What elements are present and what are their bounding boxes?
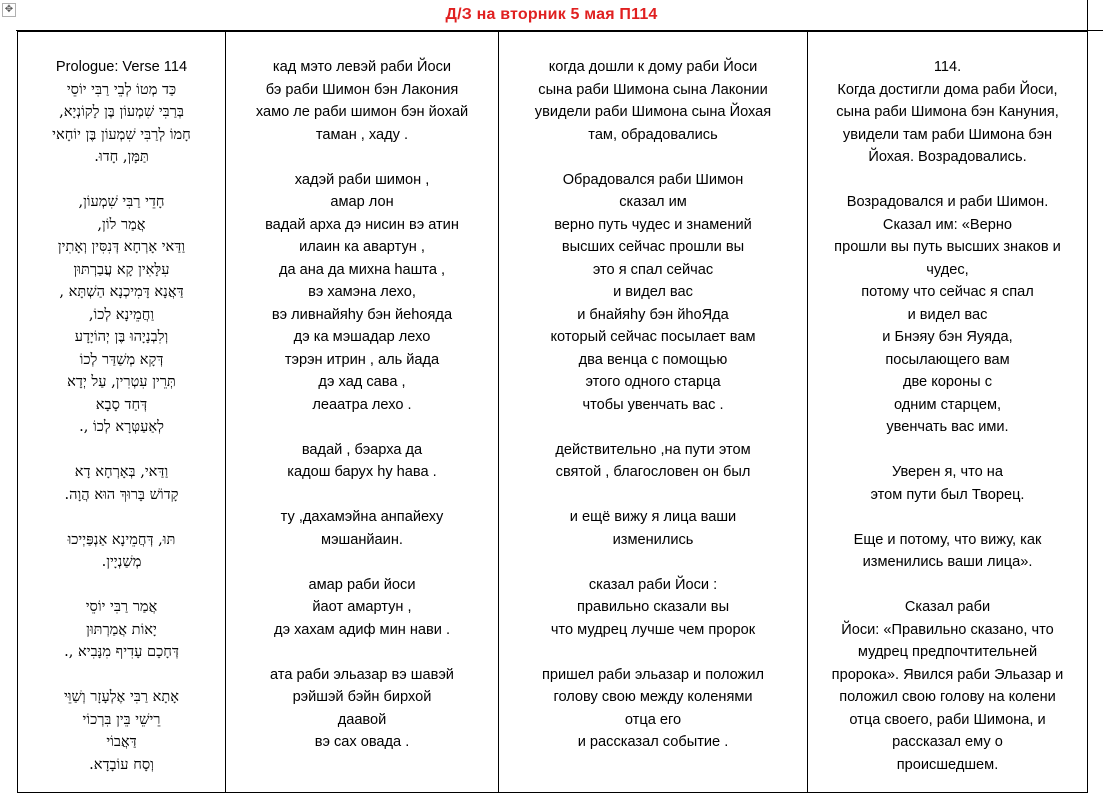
literal-line: действительно ,на пути этом — [555, 441, 751, 458]
translation-line: две короны с — [902, 374, 993, 390]
translation-column — [808, 32, 1088, 793]
aramaic-line: וַדַּאי אָרְחָא דְּנִסִּין וְאָתִין — [57, 238, 186, 255]
translation-line: Возрадовался и раби Шимон. — [846, 194, 1049, 210]
transliteration-line: бэ раби Шимон бэн Лакония — [265, 81, 459, 98]
literal-line: который сейчас посылает вам — [550, 329, 756, 345]
paragraph-gap — [230, 146, 494, 169]
transliteration-line: вадай , бэарха да — [301, 441, 423, 458]
aramaic-line: רֵישֵׁי בֵּין בִּרְכוֹי — [82, 710, 161, 728]
aramaic-line: מְשַׁנְיָין. — [101, 553, 142, 570]
aramaic-line: דְּקָא מְשַׁדַּר לְכוֹ — [79, 350, 164, 368]
transliteration-line: вэ сах овада . — [314, 734, 410, 750]
literal-line: и ещё вижу я лица ваши — [569, 509, 737, 525]
literal-translation-column — [499, 32, 808, 793]
translation-line: Сказал раби — [904, 599, 991, 615]
aramaic-line: תַּמָּן, חָדוּ. — [94, 148, 149, 165]
transliteration-line: хадэй раби шимон , — [294, 171, 430, 188]
transliteration-line: мэшанйаин. — [321, 531, 403, 548]
aramaic-line: תְּרֵין עִטְרִין, עַל יְדָא — [67, 373, 176, 390]
transliteration-line: тэрэн итрин , аль йада — [284, 351, 440, 368]
translation-line: 114. — [933, 59, 962, 75]
transliteration-line: вэ ливнайяhу бэн йеhояда — [271, 306, 453, 323]
literal-line: два венца с помощью — [578, 351, 728, 368]
paragraph-gap — [812, 574, 1083, 597]
paragraph-gap — [812, 439, 1083, 462]
translation-line: прошли вы путь высших знаков и — [834, 239, 1061, 255]
translation-line: потому что сейчас я спал — [861, 284, 1034, 300]
literal-line: это я спал сейчас — [592, 261, 714, 278]
paragraph-gap — [230, 641, 494, 664]
transliteration-line: дэ ка мэшадар лехо — [293, 329, 431, 345]
translation-line: рассказал ему о — [892, 734, 1003, 750]
aramaic-line: Prologue: Verse 114 — [55, 59, 188, 75]
literal-line: сказал раби Йоси : — [588, 576, 718, 593]
aramaic-line: דְּחַד סָבָא — [95, 395, 148, 413]
aramaic-line: קָדוֹשׁ בָּרוּךְ הוּא הֲוָה. — [64, 485, 179, 503]
literal-line: отца его — [624, 711, 682, 728]
aramaic-line: תּוּ, דְּחֲמֵינָא אַנְפַּיְיכוּ — [67, 530, 176, 548]
aramaic-line: חָמוֹ לְרַבִּי שִׁמְעוֹן בֶּן יוֹחָאי — [52, 125, 191, 143]
translation-line: этом пути был Творец. — [870, 486, 1025, 503]
translation-line: отца своего, раби Шимона, и — [849, 711, 1046, 728]
paragraph-gap — [22, 574, 221, 597]
aramaic-column — [18, 32, 226, 793]
literal-line: изменились — [612, 531, 694, 548]
aramaic-line: וַחֲמֵינָא לְכוֹ, — [88, 305, 155, 323]
paragraph-gap — [812, 506, 1083, 529]
transliteration-line: таман , хаду . — [315, 126, 409, 143]
paragraph-gap — [230, 484, 494, 507]
aramaic-line: דַּאֲנָא דָּמִיכְנָא הַשְׁתָּא , — [59, 283, 184, 300]
literal-line: увидели раби Шимона сына Йохая — [534, 104, 772, 120]
translation-line: пророка». Явился раби Эльазар и — [831, 666, 1064, 683]
literal-line: верно путь чудес и знамений — [554, 216, 752, 233]
literal-line: чтобы увенчать вас . — [582, 396, 724, 413]
aramaic-line: וְלִבְנָיָהוּ בֶּן יְהוֹיָדָע — [74, 328, 169, 345]
translation-table — [17, 31, 1088, 793]
transliteration-line: дэ хад сава , — [318, 374, 406, 390]
aramaic-line: לְאַעַטְּרָא לְכוֹ ,. — [79, 418, 164, 435]
transliteration-column — [226, 32, 499, 793]
translation-line: изменились ваши лица». — [862, 554, 1033, 570]
transliteration-line: йаот амартун , — [312, 599, 412, 615]
translation-line: положил свою голову на колени — [839, 689, 1056, 705]
paragraph-gap — [503, 551, 803, 574]
literal-line: Обрадовался раби Шимон — [562, 171, 744, 188]
literal-line: и бнайяhу бэн йhоЯда — [577, 306, 729, 323]
paragraph-gap — [22, 664, 221, 687]
translation-line: Йоси: «Правильно сказано, что — [841, 621, 1054, 638]
page-title: Д/З на вторник 5 мая П114 — [445, 6, 658, 23]
transliteration-line: ту ,дахамэйна анпайеху — [280, 509, 444, 525]
transliteration-line: дэ хахам адиф мин нави . — [273, 621, 451, 638]
transliteration-line: рэйшэй бэйн бирхой — [292, 689, 432, 705]
literal-line: что мудрец лучше чем пророк — [550, 621, 756, 638]
paragraph-gap — [812, 169, 1083, 192]
aramaic-line: יָאוֹת אֲמַרְתּוּן — [86, 620, 157, 638]
transliteration-line: ата раби эльазар вэ шавэй — [270, 666, 454, 683]
aramaic-line: וַדַּאי, בְּאָרְחָא דָא — [74, 463, 169, 480]
translation-line: и Бнэяу бэн Яуяда, — [882, 329, 1013, 345]
header-side-rule — [1087, 0, 1088, 31]
translation-line: и видел вас — [907, 306, 988, 323]
transliteration-line: кад мэто левэй раби Йоси — [272, 59, 452, 75]
aramaic-line: דְּחָכָם עָדִיף מִנָּבִיא ,. — [64, 643, 179, 660]
paragraph-gap — [22, 439, 221, 462]
literal-line: сына раби Шимона сына Лаконии — [538, 81, 768, 98]
paragraph-gap — [230, 416, 494, 439]
aramaic-line: בְּרַבִּי שִׁמְעוֹן בֶּן לָקוֹנְיָא, — [59, 103, 184, 120]
translation-line: Еще и потому, что вижу, как — [853, 531, 1042, 548]
table-row — [18, 32, 1088, 793]
literal-line: там, обрадовались — [588, 126, 718, 143]
aramaic-line: דַּאֲבוֹי — [106, 733, 137, 750]
transliteration-line: вадай арха дэ нисин вэ атин — [265, 216, 459, 233]
literal-line: правильно сказали вы — [576, 599, 730, 615]
aramaic-line: אָתָא רַבִּי אֶלְעָזָר וְשַׁוֵּי — [63, 688, 180, 705]
paragraph-gap — [503, 641, 803, 664]
transliteration-line: даавой — [337, 711, 387, 728]
translation-line: сына раби Шимона бэн Кануния, — [836, 104, 1059, 120]
translation-line: одним старцем, — [893, 396, 1002, 413]
aramaic-line: אֲמַר רַבִּי יוֹסֵי — [85, 598, 158, 615]
translation-line: увенчать вас ими. — [886, 419, 1009, 435]
translation-line: Сказал им: «Верно — [882, 216, 1013, 233]
literal-line: когда дошли к дому раби Йоси — [548, 59, 758, 75]
literal-line: голову свою между коленями — [553, 689, 753, 705]
translation-line: мудрец предпочтительней — [857, 644, 1038, 660]
literal-line: святой , благословен он был — [555, 464, 751, 480]
transliteration-line: илаин ка авартун , — [299, 239, 425, 255]
aramaic-line: חָדֵי רַבִּי שִׁמְעוֹן, — [78, 193, 165, 210]
translation-line: Йохая. Возрадовались. — [868, 149, 1027, 165]
aramaic-line: וְסָח עוֹבָדָא. — [89, 755, 154, 773]
paragraph-gap — [503, 484, 803, 507]
translation-line: Уверен я, что на — [892, 464, 1003, 480]
transliteration-line: да ана да михна hашта , — [278, 261, 446, 278]
transliteration-line: амар раби йоси — [308, 576, 416, 593]
literal-line: сказал им — [619, 194, 687, 210]
literal-line: и рассказал событие . — [577, 734, 729, 750]
transliteration-line: леаатра лехо . — [312, 396, 412, 413]
transliteration-line: вэ хамэна лехо, — [308, 284, 416, 300]
translation-line: чудес, — [926, 261, 969, 278]
table-move-handle-icon[interactable]: ✥ — [2, 3, 16, 17]
translation-line: происшедшем. — [896, 756, 999, 773]
aramaic-line: כַּד מְטוֹ לְבֵי רַבִּי יוֹסֵי — [66, 80, 177, 98]
paragraph-gap — [230, 551, 494, 574]
aramaic-line: עִלָּאִין קָא עֲבַרְתּוּן — [73, 260, 170, 278]
literal-line: этого одного старца — [585, 374, 721, 390]
transliteration-line: амар лон — [330, 194, 394, 210]
literal-line: пришел раби эльазар и положил — [541, 666, 765, 683]
aramaic-line: אֲמַר לוֹן, — [97, 215, 146, 233]
literal-line: высших сейчас прошли вы — [561, 239, 745, 255]
translation-line: посылающего вам — [885, 351, 1010, 368]
translation-line: Когда достигли дома раби Йоси, — [837, 81, 1058, 98]
paragraph-gap — [22, 506, 221, 529]
paragraph-gap — [22, 169, 221, 192]
paragraph-gap — [503, 146, 803, 169]
transliteration-line: кадош барух hу hава . — [287, 464, 437, 480]
paragraph-gap — [503, 416, 803, 439]
transliteration-line: хамо ле раби шимон бэн йохай — [255, 104, 469, 120]
translation-line: увидели там раби Шимона бэн — [842, 126, 1053, 143]
literal-line: и видел вас — [613, 284, 693, 300]
